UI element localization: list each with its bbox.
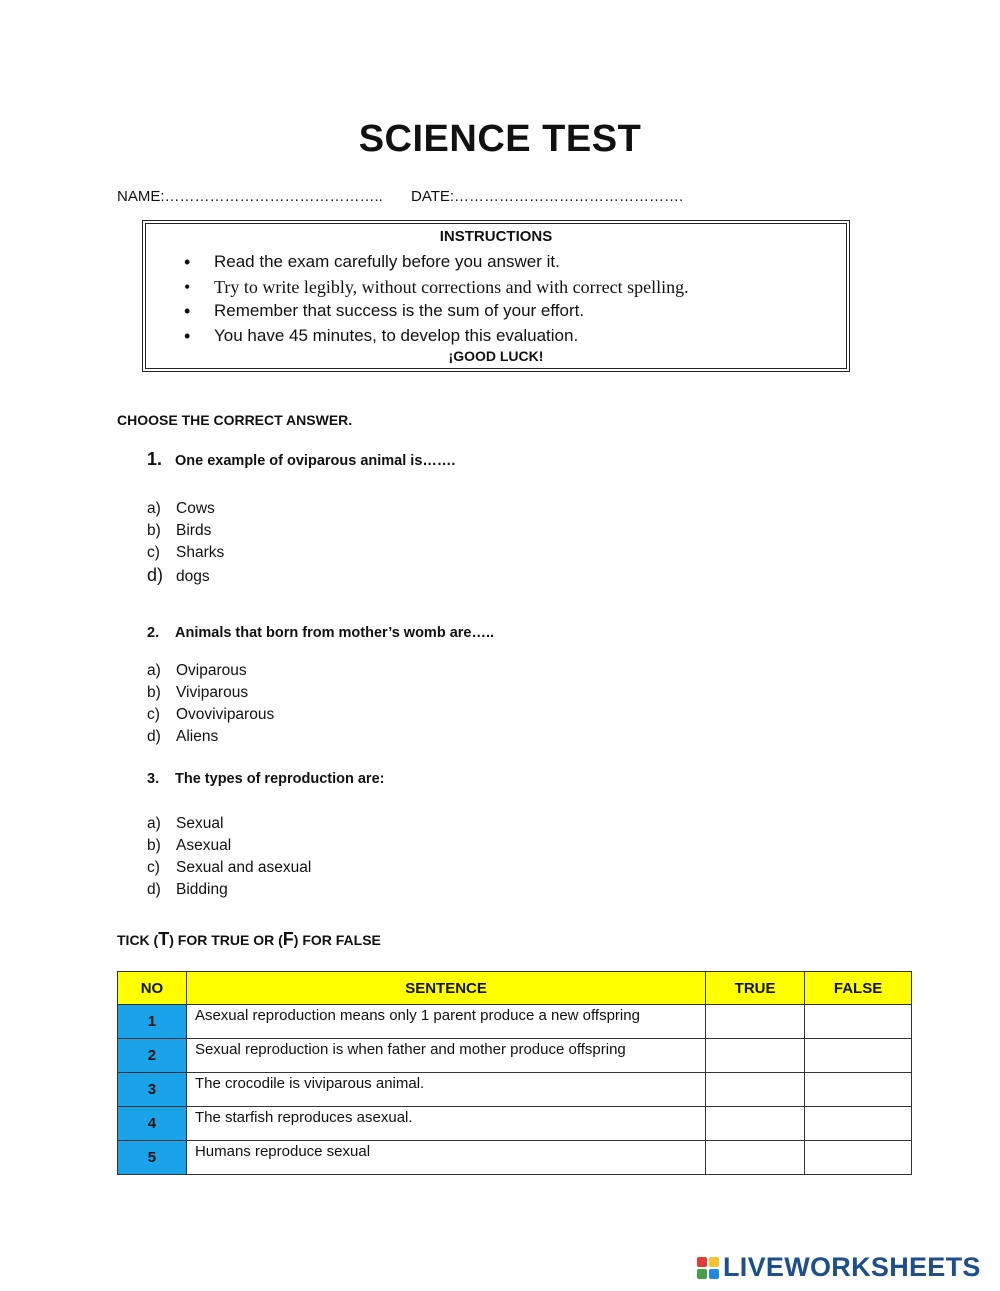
true-answer-cell[interactable] xyxy=(706,1073,805,1107)
question-1 xyxy=(147,449,455,470)
false-answer-cell[interactable] xyxy=(805,1107,912,1141)
table-row xyxy=(118,1073,912,1107)
answer-option[interactable]: d) Aliens xyxy=(147,728,219,745)
table-row xyxy=(118,1039,912,1073)
logo-cube xyxy=(697,1257,707,1267)
table-row xyxy=(118,1107,912,1141)
answer-option[interactable]: a) Cows xyxy=(147,500,215,517)
header-no: NO xyxy=(118,972,187,1005)
instruction-item: • You have 45 minutes, to develop this evaluation. xyxy=(184,324,689,349)
row-number: 3 xyxy=(118,1073,187,1107)
true-answer-cell[interactable] xyxy=(706,1005,805,1039)
question-number: 1. xyxy=(147,449,163,469)
row-sentence: The starfish reproduces asexual. xyxy=(186,1107,705,1141)
date-field[interactable]: DATE:………………………………………. xyxy=(411,188,684,205)
false-answer-cell[interactable] xyxy=(805,1141,912,1175)
table-row xyxy=(118,1141,912,1175)
row-number: 1 xyxy=(118,1005,187,1039)
question-2 xyxy=(147,625,494,641)
row-sentence: The crocodile is viviparous animal. xyxy=(186,1073,705,1107)
question-1-options xyxy=(147,498,224,586)
header-sentence: SENTENCE xyxy=(186,972,705,1005)
answer-option[interactable]: b) Asexual xyxy=(147,837,232,854)
instructions-heading: INSTRUCTIONS xyxy=(439,228,553,245)
answer-option[interactable]: a) Oviparous xyxy=(147,662,247,679)
instruction-item: • Try to write legibly, without corrections and with correct spelling. xyxy=(184,275,689,300)
answer-option[interactable]: d) Bidding xyxy=(147,881,228,898)
answer-option[interactable]: c) Sharks xyxy=(147,544,225,561)
true-answer-cell[interactable] xyxy=(706,1141,805,1175)
table-row xyxy=(118,1005,912,1039)
name-field[interactable]: NAME:…………………………………….. xyxy=(117,188,383,205)
question-text: One example of oviparous animal is……. xyxy=(175,453,456,469)
false-answer-cell[interactable] xyxy=(805,1005,912,1039)
instructions-box xyxy=(145,223,847,369)
answer-option[interactable]: b) Viviparous xyxy=(147,684,249,701)
logo-cubes-icon xyxy=(697,1257,719,1279)
liveworksheets-logo xyxy=(697,1252,981,1283)
logo-cube xyxy=(697,1269,707,1279)
answer-option[interactable]: c) Ovoviviparous xyxy=(147,706,275,723)
question-text: Animals that born from mother’s womb are….. xyxy=(175,625,495,641)
false-answer-cell[interactable] xyxy=(805,1073,912,1107)
instructions-list xyxy=(184,250,689,348)
row-number: 2 xyxy=(118,1039,187,1073)
true-false-table xyxy=(117,971,912,1175)
question-text: The types of reproduction are: xyxy=(175,771,385,787)
row-number: 5 xyxy=(118,1141,187,1175)
question-2-options xyxy=(147,660,274,748)
answer-option[interactable]: c) Sexual and asexual xyxy=(147,859,312,876)
row-sentence: Asexual reproduction means only 1 parent produce a new offspring xyxy=(186,1005,705,1039)
header-false: FALSE xyxy=(805,972,912,1005)
answer-option[interactable]: a) Sexual xyxy=(147,815,224,832)
page-title: SCIENCE TEST xyxy=(358,118,642,160)
row-sentence: Humans reproduce sexual xyxy=(186,1141,705,1175)
true-answer-cell[interactable] xyxy=(706,1107,805,1141)
question-number: 2. xyxy=(147,625,160,641)
logo-text: LIVEWORKSHEETS xyxy=(723,1252,981,1282)
good-luck-text: ¡GOOD LUCK! xyxy=(448,348,544,364)
section-true-false-heading: TICK (T) FOR TRUE OR (F) FOR FALSE xyxy=(117,929,381,949)
logo-cube xyxy=(709,1257,719,1267)
question-3 xyxy=(147,771,384,787)
instruction-item: • Remember that success is the sum of your effort. xyxy=(184,299,689,324)
instruction-item: • Read the exam carefully before you answer it. xyxy=(184,250,689,275)
row-sentence: Sexual reproduction is when father and mother produce offspring xyxy=(186,1039,705,1073)
false-answer-cell[interactable] xyxy=(805,1039,912,1073)
section-multiple-choice-heading: CHOOSE THE CORRECT ANSWER. xyxy=(117,412,353,428)
true-answer-cell[interactable] xyxy=(706,1039,805,1073)
question-number: 3. xyxy=(147,771,160,787)
question-3-options xyxy=(147,813,311,901)
logo-cube xyxy=(709,1269,719,1279)
answer-option[interactable]: b) Birds xyxy=(147,522,212,539)
answer-option[interactable]: d) dogs xyxy=(147,565,210,585)
row-number: 4 xyxy=(118,1107,187,1141)
header-true: TRUE xyxy=(706,972,805,1005)
table-header-row xyxy=(118,972,912,1005)
